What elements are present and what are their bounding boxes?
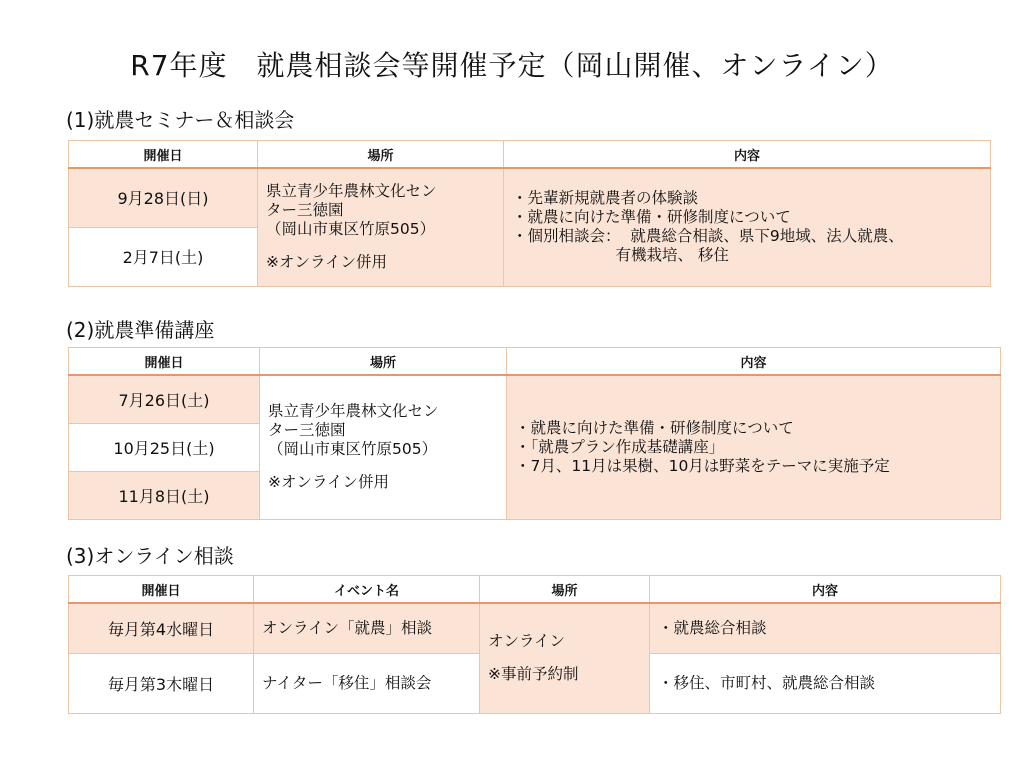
content-line: ・先輩新規就農者の体験談 — [512, 189, 699, 208]
place-line: ター三徳園 — [268, 421, 346, 440]
header-place: 場所 — [258, 141, 504, 169]
header-content: 内容 — [650, 576, 1001, 604]
place-note: ※オンライン併用 — [268, 473, 390, 492]
content-line: 有機栽培、 移住 — [512, 246, 729, 265]
content-cell — [504, 168, 991, 286]
date-cell: 毎月第3木曜日 — [69, 653, 254, 713]
header-date: 開催日 — [69, 576, 254, 604]
content-line: ・就農に向けた準備・研修制度について — [515, 418, 794, 437]
page-title: R7年度 就農相談会等開催予定（岡山開催、オンライン） — [130, 49, 894, 82]
place-cell — [258, 168, 504, 286]
place-line: オンライン — [488, 632, 566, 651]
section-heading-2: (2)就農準備講座 — [66, 318, 215, 342]
date-cell: 9月28日(日) — [69, 168, 258, 227]
header-content: 内容 — [504, 141, 991, 169]
date-cell: 10月25日(土) — [69, 423, 260, 471]
place-note: ※オンライン併用 — [266, 253, 388, 272]
content-line: ・「就農プラン作成基礎講座」 — [515, 437, 725, 456]
content-line: ・7月、11月は果樹、10月は野菜をテーマに実施予定 — [515, 456, 890, 475]
event-cell: オンライン「就農」相談 — [254, 603, 480, 653]
header-date: 開催日 — [69, 141, 258, 169]
date-cell: 7月26日(土) — [69, 375, 260, 423]
event-cell: ナイター「移住」相談会 — [254, 653, 480, 713]
header-place: 場所 — [260, 348, 507, 376]
seminar-table — [68, 140, 991, 287]
place-line: ター三徳園 — [266, 201, 344, 220]
place-line: （岡山市東区竹原505） — [266, 220, 436, 239]
header-event: イベント名 — [254, 576, 480, 604]
place-cell — [260, 375, 507, 519]
place-line: （岡山市東区竹原505） — [268, 440, 438, 459]
header-place: 場所 — [480, 576, 650, 604]
place-cell — [480, 603, 650, 713]
prep-course-table — [68, 347, 1001, 520]
content-cell — [507, 375, 1001, 519]
header-date: 開催日 — [69, 348, 260, 376]
date-cell: 毎月第4水曜日 — [69, 603, 254, 653]
section-heading-3: (3)オンライン相談 — [66, 544, 234, 568]
place-line: 県立青少年農林文化セン — [266, 182, 437, 201]
date-cell: 2月7日(土) — [69, 227, 258, 286]
header-content: 内容 — [507, 348, 1001, 376]
online-consult-table — [68, 575, 1001, 714]
content-cell: ・就農総合相談 — [650, 603, 1001, 653]
place-line: 県立青少年農林文化セン — [268, 402, 439, 421]
section-heading-1: (1)就農セミナー＆相談会 — [66, 108, 295, 132]
date-cell: 11月8日(土) — [69, 471, 260, 519]
content-line: ・個別相談会： 就農総合相談、県下9地域、法人就農、 — [512, 227, 904, 246]
content-line: ・就農に向けた準備・研修制度について — [512, 208, 791, 227]
place-note: ※事前予約制 — [488, 665, 579, 684]
content-cell: ・移住、市町村、就農総合相談 — [650, 653, 1001, 713]
